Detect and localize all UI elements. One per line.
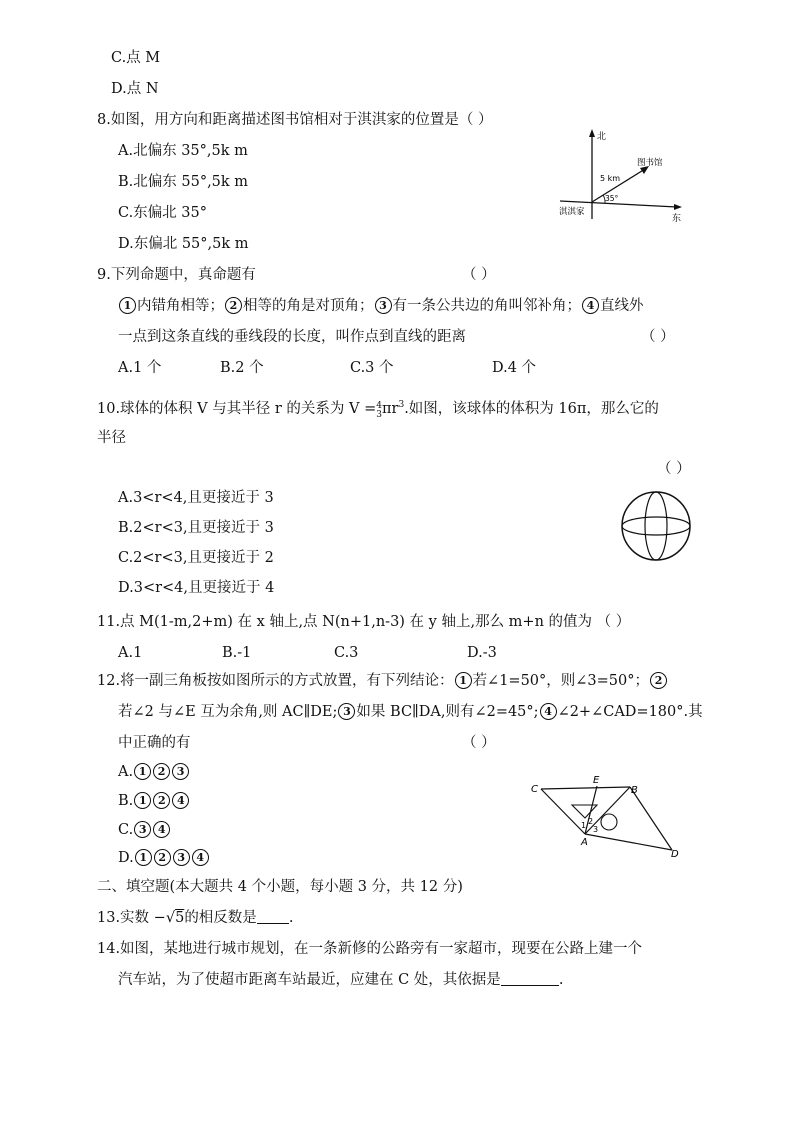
home-label: 淇淇家 (559, 207, 585, 217)
circled-3: 3 (134, 821, 151, 838)
q9-statement-3: 有一条公共边的角叫邻补角； (392, 298, 581, 314)
q10-option-c: C.2<r<3,且更接近于 2 (118, 550, 274, 566)
q9-statement-2: 相等的角是对顶角； (243, 298, 374, 314)
library-label: 图书馆 (637, 158, 663, 168)
label-angle-3: 3 (593, 825, 599, 834)
q8-option-c: C.东偏北 35° (118, 205, 207, 221)
q13-answer-blank[interactable] (257, 909, 289, 924)
q11-stem: 11.点 M(1-m,2+m) 在 x 轴上,点 N(n+1,n-3) 在 y 轴上,那么 m+n 的值为 （ ） (97, 614, 631, 630)
circled-4: 4 (172, 792, 189, 809)
sphere-outline (622, 492, 690, 560)
label-b: B (631, 785, 638, 796)
circled-3: 3 (375, 297, 392, 314)
circled-2: 2 (650, 672, 667, 689)
q13-stem (97, 908, 293, 928)
circled-2: 2 (225, 297, 242, 314)
q11-option-a: A.1 (118, 645, 143, 661)
q14-line-2 (118, 970, 563, 990)
label-c: C (531, 784, 538, 795)
circled-1: 1 (119, 297, 136, 314)
q9-statements (118, 296, 644, 316)
option-a-prefix: A. (118, 764, 134, 780)
q12-option-c (118, 820, 171, 840)
q8-option-b: B.北偏东 55°,5k m (118, 174, 249, 190)
q12-line-2 (118, 702, 703, 722)
q14-answer-blank[interactable] (501, 971, 559, 986)
label-e: E (593, 775, 600, 786)
q10-stem-a: 10.球体的体积 V 与其半径 r 的关系为 V = (97, 400, 377, 417)
sphere-meridian (645, 492, 667, 560)
q9-paren-2: （ ） (641, 329, 675, 345)
sqrt-symbol: √ (165, 910, 176, 926)
q7-option-d: D.点 N (111, 81, 159, 97)
q13-end: . (288, 910, 294, 926)
circled-4: 4 (582, 297, 599, 314)
circled-1: 1 (455, 672, 472, 689)
q10-option-b: B.2<r<3,且更接近于 3 (118, 520, 274, 536)
q12-option-d (118, 848, 210, 868)
east-label: 东 (672, 214, 682, 224)
q14-line-2-text: 汽车站，为了使超市距离车站最近，应建在 C 处，其依据是 (118, 972, 501, 988)
q9-statement-4: 直线外 (600, 298, 644, 314)
q9-option-b: B.2 个 (220, 360, 264, 376)
q9-paren: （ ） (462, 267, 496, 283)
q12-option-b (118, 791, 190, 811)
q14-line-1: 14.如图，某地进行城市规划，在一条新修的公路旁有一家超市，现要在公路上建一个 (97, 941, 643, 957)
edge-cb (541, 787, 630, 789)
q13-suffix: 的相反数是 (184, 910, 257, 926)
q10-paren: （ ） (657, 461, 691, 477)
q10-stem-2: 半径 (97, 430, 126, 446)
edge-bd (630, 787, 672, 850)
q12-conclusion-1: 若∠1=50°，则∠3=50°； (472, 673, 650, 689)
circled-3: 3 (173, 849, 190, 866)
q10-stem-b: πr (381, 400, 399, 417)
q9-statement-cont: 一点到这条直线的垂线段的长度，叫作点到直线的距离 (118, 329, 466, 345)
q8-option-d: D.东偏北 55°,5k m (118, 236, 249, 252)
q9-option-c: C.3 个 (350, 360, 394, 376)
distance-label: 5 km (600, 174, 621, 183)
sphere-figure (618, 488, 694, 564)
angle-label: 35° (605, 194, 619, 203)
option-c-prefix: C. (118, 822, 134, 838)
q11-option-d: D.-3 (467, 645, 497, 661)
q11-option-c: C.3 (334, 645, 359, 661)
q12-line-3: 中正确的有 (118, 735, 191, 751)
q13-radicand: 5 (175, 910, 185, 926)
q8-option-a: A.北偏东 35°,5k m (118, 143, 248, 159)
fraction-numerator: 4 (376, 400, 382, 411)
q12-stem (97, 671, 668, 691)
option-d-prefix: D. (118, 850, 134, 866)
sphere-equator (622, 517, 690, 535)
q10-stem-c: .如图，该球体的体积为 16π，那么它的 (404, 400, 659, 417)
circled-4: 4 (192, 849, 209, 866)
label-d: D (671, 849, 679, 860)
q10-option-d: D.3<r<4,且更接近于 4 (118, 580, 275, 596)
q10-stem (97, 395, 659, 420)
q9-stem: 9.下列命题中，真命题有 (97, 267, 256, 283)
exponent: 3 (398, 400, 405, 410)
north-arrowhead (589, 129, 595, 137)
q12-conclusion-4: ∠2+∠CAD=180°.其 (557, 704, 703, 720)
circled-2: 2 (153, 792, 170, 809)
circled-4: 4 (153, 821, 170, 838)
q13-prefix: 13.实数 − (97, 910, 166, 926)
label-angle-1: 1 (581, 821, 587, 830)
circled-3: 3 (338, 703, 355, 720)
inner-triangle (572, 805, 597, 818)
q12-conclusion-2: 若∠2 与∠E 互为余角,则 AC∥DE; (118, 704, 338, 720)
circled-2: 2 (153, 763, 170, 780)
inner-circle (601, 814, 617, 830)
q9-statement-1: 内错角相等； (137, 298, 224, 314)
label-angle-2: 2 (588, 817, 594, 826)
q12-paren: （ ） (462, 735, 496, 751)
q14-end: . (558, 972, 564, 988)
circled-1: 1 (134, 763, 151, 780)
q9-option-d: D.4 个 (492, 360, 537, 376)
q7-option-c: C.点 M (111, 50, 161, 66)
q11-option-b: B.-1 (222, 645, 252, 661)
option-b-prefix: B. (118, 793, 134, 809)
label-a: A (581, 837, 588, 848)
circled-4: 4 (540, 703, 557, 720)
east-arrowhead (674, 204, 682, 210)
section-2-heading: 二、填空题(本大题共 4 个小题，每小题 3 分，共 12 分) (97, 879, 463, 895)
triangle-boards-figure (525, 772, 685, 862)
circled-1: 1 (134, 792, 151, 809)
north-label: 北 (597, 132, 607, 142)
q9-option-a: A.1 个 (118, 360, 162, 376)
q8-direction-figure (555, 125, 695, 225)
circled-3: 3 (172, 763, 189, 780)
edge-ad (585, 834, 672, 850)
q10-option-a: A.3<r<4,且更接近于 3 (118, 490, 274, 506)
q12-stem-a: 12.将一副三角板按如图所示的方式放置，有下列结论： (97, 673, 454, 689)
circled-1: 1 (135, 849, 152, 866)
q12-conclusion-3: 如果 BC∥DA,则有∠2=45°; (356, 704, 539, 720)
circled-2: 2 (154, 849, 171, 866)
q12-option-a (118, 762, 190, 782)
fraction-denominator: 3 (376, 409, 382, 420)
q8-stem: 8.如图，用方向和距离描述图书馆相对于淇淇家的位置是（ ） (97, 112, 493, 128)
